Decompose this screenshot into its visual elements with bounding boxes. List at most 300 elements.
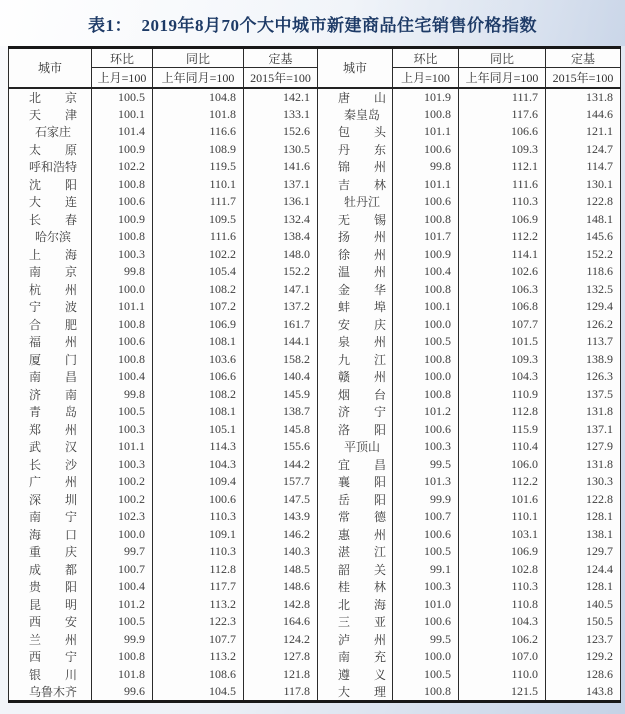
city-name: 吉 林 [337,177,386,192]
page-title: 表1： 2019年8月70个大中城市新建商品住宅销售价格指数 [88,15,537,35]
fixed-base-index-cell: 140.4 [244,368,318,386]
city-cell-left [9,298,92,316]
yoy-index-cell: 116.6 [153,123,244,141]
fixed-base-index-cell: 128.1 [546,578,621,596]
city-cell-left [9,473,92,491]
city-name: 哈尔滨 [34,230,71,245]
mom-index-cell: 102.2 [92,158,153,176]
mom-index-cell: 101.0 [393,596,459,614]
yoy-index-cell: 110.0 [459,666,546,684]
mom-index-cell: 101.9 [393,88,459,106]
mom-index-cell: 100.7 [393,508,459,526]
mom-index-cell: 100.6 [393,421,459,439]
table-row [9,526,621,544]
city-name: 锦 州 [337,160,386,175]
fixed-base-index-cell: 138.7 [244,403,318,421]
fixed-base-index-cell: 117.8 [244,683,318,702]
fixed-base-index-cell: 137.1 [244,176,318,194]
city-name: 丹 东 [337,142,386,157]
city-name: 韶 关 [337,562,386,577]
city-cell-left [9,456,92,474]
fixed-base-index-cell: 148.6 [244,578,318,596]
col-header-base-right: 定基 [546,48,621,68]
fixed-base-index-cell: 148.1 [546,211,621,229]
city-cell-left [9,491,92,509]
fixed-base-index-cell: 126.2 [546,316,621,334]
city-name: 西 安 [28,615,77,630]
table-row [9,421,621,439]
yoy-index-cell: 101.8 [153,106,244,124]
table-row [9,491,621,509]
yoy-index-cell: 106.2 [459,631,546,649]
mom-index-cell: 99.6 [92,683,153,702]
mom-index-cell: 100.9 [92,141,153,159]
city-cell-left [9,543,92,561]
city-name: 金 华 [337,282,386,297]
yoy-index-cell: 108.1 [153,333,244,351]
mom-index-cell: 99.8 [393,158,459,176]
yoy-index-cell: 114.3 [153,438,244,456]
city-cell-right [318,526,393,544]
fixed-base-index-cell: 113.7 [546,333,621,351]
city-name: 大 理 [337,685,386,699]
yoy-index-cell: 122.3 [153,613,244,631]
city-cell-left [9,613,92,631]
city-cell-right [318,176,393,194]
table-row [9,543,621,561]
yoy-index-cell: 121.5 [459,683,546,702]
fixed-base-index-cell: 124.7 [546,141,621,159]
city-cell-left [9,281,92,299]
fixed-base-index-cell: 158.2 [244,351,318,369]
city-name: 南 京 [28,265,77,280]
fixed-base-index-cell: 144.1 [244,333,318,351]
city-name: 惠 州 [337,527,386,542]
city-cell-right [318,158,393,176]
city-cell-right [318,316,393,334]
city-name: 宜 昌 [337,457,386,472]
mom-index-cell: 100.3 [393,578,459,596]
city-cell-left [9,211,92,229]
yoy-index-cell: 108.6 [153,666,244,684]
yoy-index-cell: 110.3 [459,578,546,596]
table-row [9,386,621,404]
city-name: 乌鲁木齐 [28,685,77,699]
yoy-index-cell: 104.5 [153,683,244,702]
mom-index-cell: 100.8 [92,228,153,246]
yoy-index-cell: 106.9 [459,543,546,561]
city-name: 三 亚 [337,615,386,630]
mom-index-cell: 100.0 [92,281,153,299]
mom-index-cell: 100.8 [92,176,153,194]
city-name: 包 头 [337,125,386,140]
mom-index-cell: 100.4 [393,263,459,281]
col-subheader-yoy-left: 上年同月=100 [153,68,244,88]
fixed-base-index-cell: 133.1 [244,106,318,124]
city-name: 兰 州 [28,632,77,647]
city-cell-left [9,438,92,456]
city-name: 温 州 [337,265,386,280]
fixed-base-index-cell: 137.5 [546,386,621,404]
city-name: 洛 阳 [337,422,386,437]
mom-index-cell: 100.4 [92,578,153,596]
table-row [9,368,621,386]
yoy-index-cell: 108.2 [153,281,244,299]
city-cell-left [9,508,92,526]
mom-index-cell: 101.2 [92,596,153,614]
table-row [9,176,621,194]
fixed-base-index-cell: 123.7 [546,631,621,649]
city-cell-right [318,263,393,281]
city-name: 福 州 [28,335,77,350]
col-header-city-left: 城市 [9,48,92,88]
city-cell-right [318,596,393,614]
city-name: 北 海 [337,597,386,612]
city-cell-right [318,228,393,246]
yoy-index-cell: 111.6 [153,228,244,246]
col-header-yoy-right: 同比 [459,48,546,68]
yoy-index-cell: 104.8 [153,88,244,106]
city-name: 呼和浩特 [28,160,77,175]
city-name: 岳 阳 [337,492,386,507]
fixed-base-index-cell: 114.7 [546,158,621,176]
fixed-base-index-cell: 152.2 [546,246,621,264]
yoy-index-cell: 112.1 [459,158,546,176]
mom-index-cell: 100.0 [393,316,459,334]
table-row [9,316,621,334]
city-name: 遵 义 [337,667,386,682]
mom-index-cell: 100.8 [393,351,459,369]
yoy-index-cell: 105.4 [153,263,244,281]
city-cell-left [9,228,92,246]
mom-index-cell: 100.5 [393,666,459,684]
city-name: 成 都 [28,562,77,577]
yoy-index-cell: 101.6 [459,491,546,509]
city-name: 北 京 [28,90,77,105]
city-cell-left [9,333,92,351]
city-name: 青 岛 [28,405,77,420]
col-subheader-mom-right: 上月=100 [393,68,459,88]
mom-index-cell: 100.9 [393,246,459,264]
fixed-base-index-cell: 138.9 [546,351,621,369]
fixed-base-index-cell: 140.5 [546,596,621,614]
mom-index-cell: 101.1 [92,438,153,456]
table-row [9,123,621,141]
city-cell-left [9,386,92,404]
header-row-bases [9,68,621,88]
city-name: 长 沙 [28,457,77,472]
city-cell-right [318,666,393,684]
yoy-index-cell: 103.1 [459,526,546,544]
table-row [9,683,621,702]
yoy-index-cell: 114.1 [459,246,546,264]
table-row [9,561,621,579]
city-cell-left [9,123,92,141]
fixed-base-index-cell: 145.9 [244,386,318,404]
mom-index-cell: 101.1 [92,298,153,316]
table-row [9,158,621,176]
fixed-base-index-cell: 157.7 [244,473,318,491]
yoy-index-cell: 112.8 [459,403,546,421]
mom-index-cell: 101.4 [92,123,153,141]
col-header-base-left: 定基 [244,48,318,68]
yoy-index-cell: 102.2 [153,246,244,264]
city-name: 湛 江 [337,545,386,560]
city-cell-right [318,193,393,211]
yoy-index-cell: 108.1 [153,403,244,421]
fixed-base-index-cell: 118.6 [546,263,621,281]
mom-index-cell: 99.7 [92,543,153,561]
city-cell-left [9,683,92,702]
city-name: 郑 州 [28,422,77,437]
yoy-index-cell: 102.8 [459,561,546,579]
table-row [9,631,621,649]
yoy-index-cell: 100.6 [153,491,244,509]
fixed-base-index-cell: 121.8 [244,666,318,684]
fixed-base-index-cell: 140.3 [244,543,318,561]
mom-index-cell: 100.8 [393,106,459,124]
city-cell-left [9,631,92,649]
col-subheader-base-right: 2015年=100 [546,68,621,88]
mom-index-cell: 99.8 [92,386,153,404]
yoy-index-cell: 106.9 [459,211,546,229]
fixed-base-index-cell: 137.1 [546,421,621,439]
city-cell-left [9,368,92,386]
yoy-index-cell: 115.9 [459,421,546,439]
fixed-base-index-cell: 148.5 [244,561,318,579]
title-bar [0,0,625,46]
yoy-index-cell: 107.7 [153,631,244,649]
fixed-base-index-cell: 144.2 [244,456,318,474]
fixed-base-index-cell: 147.1 [244,281,318,299]
mom-index-cell: 100.6 [393,141,459,159]
yoy-index-cell: 106.9 [153,316,244,334]
city-cell-right [318,88,393,106]
mom-index-cell: 100.3 [92,421,153,439]
yoy-index-cell: 110.3 [153,543,244,561]
yoy-index-cell: 117.7 [153,578,244,596]
mom-index-cell: 100.2 [92,473,153,491]
table-row [9,666,621,684]
city-name: 厦 门 [28,352,77,367]
yoy-index-cell: 111.6 [459,176,546,194]
city-name: 无 锡 [337,212,386,227]
city-cell-right [318,386,393,404]
mom-index-cell: 99.1 [393,561,459,579]
city-cell-right [318,631,393,649]
fixed-base-index-cell: 132.5 [546,281,621,299]
city-name: 南 宁 [28,510,77,525]
city-cell-right [318,211,393,229]
yoy-index-cell: 110.1 [153,176,244,194]
fixed-base-index-cell: 142.8 [244,596,318,614]
mom-index-cell: 100.5 [92,613,153,631]
yoy-index-cell: 111.7 [153,193,244,211]
fixed-base-index-cell: 121.1 [546,123,621,141]
city-name: 太 原 [28,142,77,157]
mom-index-cell: 100.6 [393,613,459,631]
mom-index-cell: 100.8 [393,683,459,702]
fixed-base-index-cell: 143.9 [244,508,318,526]
yoy-index-cell: 112.8 [153,561,244,579]
city-name: 杭 州 [28,282,77,297]
fixed-base-index-cell: 132.4 [244,211,318,229]
mom-index-cell: 100.8 [92,316,153,334]
yoy-index-cell: 107.7 [459,316,546,334]
table-row [9,88,621,106]
fixed-base-index-cell: 130.3 [546,473,621,491]
mom-index-cell: 100.8 [393,281,459,299]
city-name: 牡丹江 [343,195,380,210]
table-row [9,351,621,369]
city-name: 贵 阳 [28,580,77,595]
yoy-index-cell: 109.5 [153,211,244,229]
city-cell-left [9,141,92,159]
mom-index-cell: 101.8 [92,666,153,684]
fixed-base-index-cell: 138.4 [244,228,318,246]
city-name: 银 川 [28,667,77,682]
city-cell-right [318,683,393,702]
city-cell-left [9,88,92,106]
yoy-index-cell: 110.9 [459,386,546,404]
fixed-base-index-cell: 143.8 [546,683,621,702]
city-cell-right [318,456,393,474]
city-name: 扬 州 [337,230,386,245]
mom-index-cell: 101.1 [393,123,459,141]
table-wrap [0,46,625,703]
yoy-index-cell: 112.2 [459,473,546,491]
city-name: 武 汉 [28,440,77,455]
city-name: 长 春 [28,212,77,227]
yoy-index-cell: 101.5 [459,333,546,351]
yoy-index-cell: 109.4 [153,473,244,491]
table-row [9,456,621,474]
mom-index-cell: 100.8 [393,386,459,404]
mom-index-cell: 100.1 [92,106,153,124]
mom-index-cell: 100.6 [393,526,459,544]
city-name: 泉 州 [337,335,386,350]
mom-index-cell: 101.2 [393,403,459,421]
city-name: 济 宁 [337,405,386,420]
city-name: 唐 山 [337,90,386,105]
city-cell-left [9,263,92,281]
mom-index-cell: 100.3 [92,456,153,474]
city-name: 济 南 [28,387,77,402]
city-name: 大 连 [28,195,77,210]
table-row [9,246,621,264]
mom-index-cell: 100.9 [92,211,153,229]
table-row [9,263,621,281]
city-cell-right [318,246,393,264]
city-name: 沈 阳 [28,177,77,192]
fixed-base-index-cell: 130.5 [244,141,318,159]
table-row [9,473,621,491]
yoy-index-cell: 106.6 [459,123,546,141]
fixed-base-index-cell: 122.8 [546,491,621,509]
table-row [9,508,621,526]
mom-index-cell: 100.8 [393,211,459,229]
table-row [9,106,621,124]
city-name: 徐 州 [337,247,386,262]
yoy-index-cell: 110.3 [153,508,244,526]
table-row [9,228,621,246]
fixed-base-index-cell: 129.2 [546,648,621,666]
mom-index-cell: 99.8 [92,263,153,281]
mom-index-cell: 100.2 [92,491,153,509]
mom-index-cell: 99.9 [92,631,153,649]
table-row [9,613,621,631]
mom-index-cell: 99.5 [393,456,459,474]
col-subheader-yoy-right: 上年同月=100 [459,68,546,88]
city-name: 安 庆 [337,317,386,332]
yoy-index-cell: 109.3 [459,141,546,159]
header-row-groups [9,48,621,68]
yoy-index-cell: 106.3 [459,281,546,299]
yoy-index-cell: 102.6 [459,263,546,281]
fixed-base-index-cell: 145.8 [244,421,318,439]
city-name: 上 海 [28,247,77,262]
yoy-index-cell: 108.9 [153,141,244,159]
mom-index-cell: 100.0 [92,526,153,544]
yoy-index-cell: 111.7 [459,88,546,106]
mom-index-cell: 100.8 [92,351,153,369]
table-row [9,648,621,666]
city-name: 广 州 [28,475,77,490]
fixed-base-index-cell: 128.1 [546,508,621,526]
city-cell-left [9,403,92,421]
yoy-index-cell: 104.3 [153,456,244,474]
mom-index-cell: 100.0 [393,648,459,666]
city-cell-left [9,526,92,544]
fixed-base-index-cell: 150.5 [546,613,621,631]
city-cell-right [318,403,393,421]
table-row [9,578,621,596]
fixed-base-index-cell: 148.0 [244,246,318,264]
fixed-base-index-cell: 152.2 [244,263,318,281]
city-cell-right [318,298,393,316]
yoy-index-cell: 104.3 [459,613,546,631]
fixed-base-index-cell: 129.4 [546,298,621,316]
mom-index-cell: 100.5 [92,403,153,421]
table-row [9,281,621,299]
fixed-base-index-cell: 131.8 [546,88,621,106]
city-name: 海 口 [28,527,77,542]
yoy-index-cell: 105.1 [153,421,244,439]
city-cell-left [9,246,92,264]
city-name: 平顶山 [343,440,380,455]
yoy-index-cell: 112.2 [459,228,546,246]
mom-index-cell: 99.9 [393,491,459,509]
city-name: 西 宁 [28,650,77,665]
mom-index-cell: 100.6 [92,193,153,211]
mom-index-cell: 100.5 [393,543,459,561]
city-name: 烟 台 [337,387,386,402]
city-cell-right [318,438,393,456]
city-name: 南 昌 [28,370,77,385]
col-header-yoy-left: 同比 [153,48,244,68]
fixed-base-index-cell: 136.1 [244,193,318,211]
mom-index-cell: 99.5 [393,631,459,649]
city-name: 襄 阳 [337,475,386,490]
yoy-index-cell: 110.3 [459,193,546,211]
fixed-base-index-cell: 147.5 [244,491,318,509]
mom-index-cell: 101.1 [393,176,459,194]
yoy-index-cell: 113.2 [153,596,244,614]
fixed-base-index-cell: 127.8 [244,648,318,666]
fixed-base-index-cell: 124.4 [546,561,621,579]
city-name: 蚌 埠 [337,300,386,315]
fixed-base-index-cell: 138.1 [546,526,621,544]
